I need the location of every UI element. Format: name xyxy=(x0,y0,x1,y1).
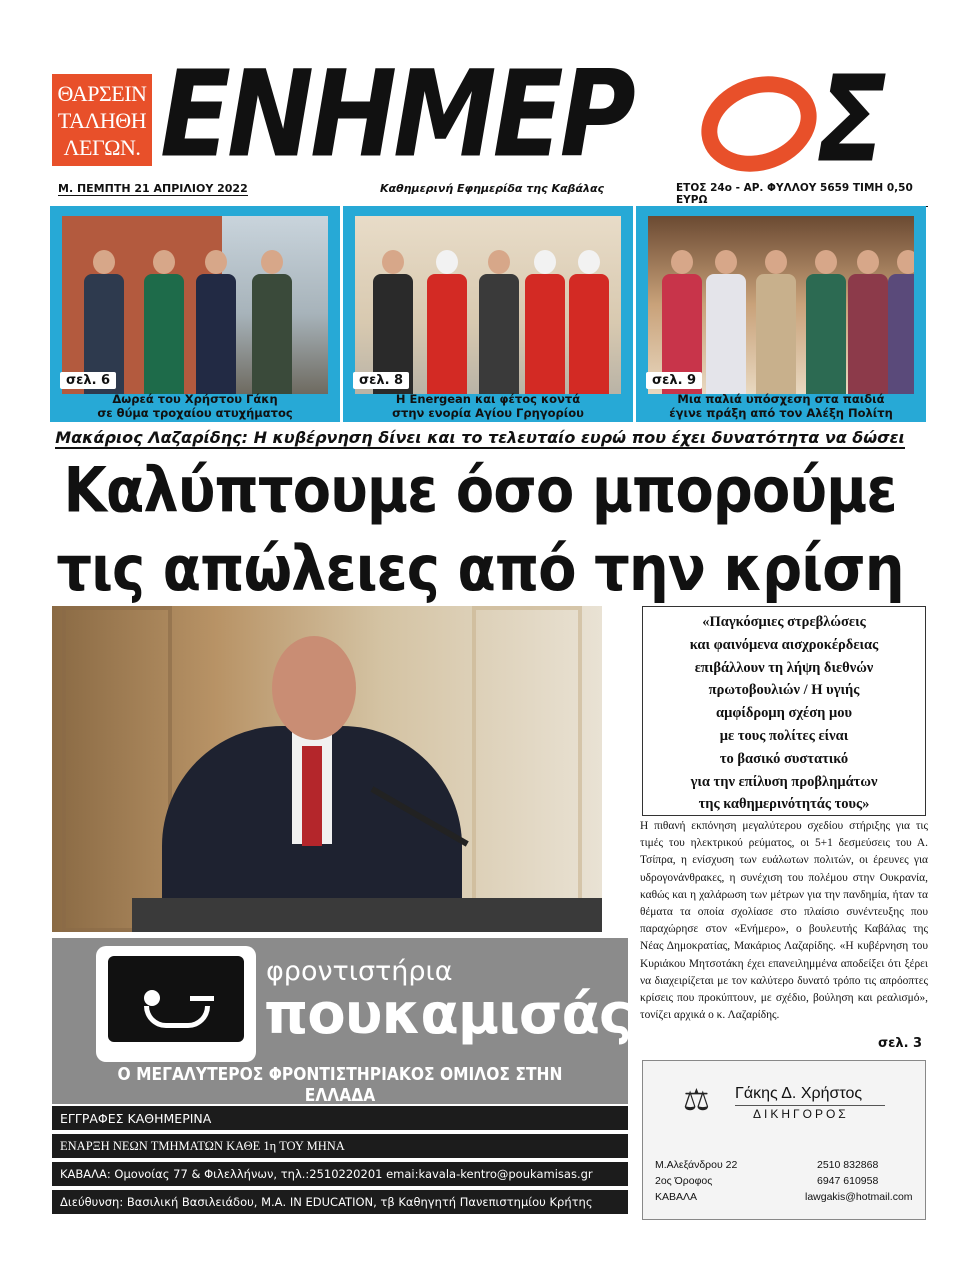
teaser-page: σελ. 8 xyxy=(353,372,409,389)
lawyer-role: ΔΙΚΗΓΟΡΟΣ xyxy=(753,1107,849,1121)
person-figure xyxy=(888,250,914,394)
card-email: lawgakis@hotmail.com xyxy=(805,1191,913,1203)
teaser-2[interactable] xyxy=(343,206,636,422)
person-figure xyxy=(144,250,184,394)
person-figure xyxy=(756,250,796,394)
ad-row: Διεύθυνση: Βασιλική Βασιλειάδου, Μ.Α. IN EDUCATION, τβ Καθηγητή Πανεπιστημίου Κρήτης xyxy=(52,1190,628,1214)
quote-line: «Παγκόσμιες στρεβλώσεις xyxy=(702,614,866,630)
quote-line: το βασικό συστατικό xyxy=(719,750,849,767)
masthead-title-end: Σ xyxy=(816,48,884,190)
person-figure xyxy=(196,250,236,394)
scales-of-justice-icon: ⚖ xyxy=(683,1084,710,1117)
ad-info-rows xyxy=(52,1106,628,1218)
person-figure xyxy=(525,250,565,394)
person-figure xyxy=(479,250,519,394)
slogan-line: ΤΑΛΗΘΗ xyxy=(57,108,147,133)
ad-row: ΕΝΑΡΞΗ ΝΕΩΝ ΤΜΗΜΑΤΩΝ ΚΑΘΕ 1η ΤΟΥ ΜΗΝΑ xyxy=(52,1134,628,1158)
teaser-page: σελ. 6 xyxy=(60,372,116,389)
caption-line: Μια παλιά υπόσχεση στα παιδιά xyxy=(677,392,885,406)
ad-tagline: Ο ΜΕΓΑΛΥΤΕΡΟΣ ΦΡΟΝΤΙΣΤΗΡΙΑΚΟΣ ΟΜΙΛΟΣ ΣΤΗΝ ΕΛΛΑΔΑ xyxy=(117,1064,563,1106)
main-headline[interactable] xyxy=(0,452,960,609)
lawyer-business-card xyxy=(642,1060,926,1220)
teaser-caption xyxy=(636,392,926,420)
ad-brand-small: φροντιστήρια xyxy=(266,956,453,987)
pull-quote xyxy=(642,606,926,816)
masthead-o-logo-icon xyxy=(688,61,830,188)
person-figure xyxy=(848,250,888,394)
issue-date: Μ. ΠΕΜΠΤΗ 21 ΑΠΡΙΛΙΟΥ 2022 xyxy=(58,182,248,195)
teaser-3[interactable] xyxy=(636,206,926,422)
card-city: ΚΑΒΑΛΑ xyxy=(655,1191,698,1203)
person-figure xyxy=(252,250,292,394)
article-page-ref[interactable]: σελ. 3 xyxy=(878,1036,923,1051)
teaser-photo xyxy=(355,216,621,394)
teaser-strip xyxy=(50,206,926,422)
masthead-title: ΕΝΗΜΕΡ xyxy=(160,43,632,185)
card-phone: 2510 832868 xyxy=(817,1159,879,1171)
person-figure xyxy=(569,250,609,394)
teaser-caption xyxy=(50,392,340,420)
caption-line: Η Energean και φέτος κοντά xyxy=(395,392,581,406)
slogan-line: ΛΕΓΩΝ. xyxy=(63,135,141,160)
main-photo xyxy=(52,606,602,932)
issue-info: ΕΤΟΣ 24ο - ΑΡ. ΦΥΛΛΟΥ 5659 ΤΙΜΗ 0,50 ΕΥΡΩ xyxy=(676,182,928,207)
paper-tagline: Καθημερινή Εφημερίδα της Καβάλας xyxy=(380,182,605,195)
headline-kicker xyxy=(0,428,960,447)
quote-line: για την επίλυση προβλημάτων xyxy=(690,773,878,790)
teaser-caption xyxy=(343,392,633,420)
article-body: Η πιθανή εκπόνηση μεγαλύτερου σχεδίου στήριξης για τις τιμές του ηλεκτρικού ρεύματος, οι 5+1 δεσμεύσεις του Α. Τσίπρα, η ενίσχυση των ευάλωτων πολιτών, οι έρευνες για υδρογονάνθρακες, η συνέχιση του πολέμου στην Ουκρανία, καθώς και η χαλάρωση των μέτρων για την πανδημία, ήταν τα θέματα τα οποία σχολίασε στο πλαίσιο συνέντευξης που παραχώρησε στον «Ενήμερο», ο βουλευτής Καβάλας της Νέας Δημοκρατίας, Μακάριος Λαζαρίδης. «Η κυβέρνηση του Κυριάκου Μητσοτάκη έχει επανειλημμένα αποδείξει ότι ξέρει να διαχειρίζεται με τον καλύτερο δυνατό τρόπο τις απρόοπτες κρίσεις που προκύπτουν, με σχέδιο, βούληση και ρεαλισμό», τονίζει αρχικά ο κ. Λαζαρίδης. xyxy=(640,820,928,1022)
teaser-photo xyxy=(62,216,328,394)
quote-line: της καθημερινότητάς τους» xyxy=(698,796,870,813)
caption-line: Δωρεά του Χρήστου Γάκη xyxy=(112,392,278,406)
quote-line: αμφίδρομη σχέση μου xyxy=(716,705,852,722)
caption-line: στην ενορία Αγίου Γρηγορίου xyxy=(392,406,584,420)
caption-line: έγινε πράξη από τον Αλέξη Πολίτη xyxy=(669,406,893,420)
ad-row: ΕΓΓΡΑΦΕΣ ΚΑΘΗΜΕΡΙΝΑ xyxy=(52,1106,628,1130)
ad-row: ΚΑΒΑΛΑ: Ομονοίας 77 & Φιλελλήνων, τηλ.:2510220201 emai:kavala-kentro@poukamisas.gr xyxy=(52,1162,628,1186)
card-floor: 2ος Όροφος xyxy=(655,1175,713,1187)
caption-line: σε θύμα τροχαίου ατυχήματος xyxy=(97,406,293,420)
masthead-slogan xyxy=(52,74,152,166)
person-figure xyxy=(806,250,846,394)
person-figure xyxy=(427,250,467,394)
quote-line: με τους πολίτες είναι xyxy=(719,727,849,744)
quote-line: και φαινόμενα αισχροκέρδειας xyxy=(689,636,879,653)
ad-brand-big: πουκαμισάς xyxy=(264,982,632,1047)
lawyer-name: Γάκης Δ. Χρήστος xyxy=(735,1085,863,1102)
teaser-1[interactable] xyxy=(50,206,343,422)
teaser-page: σελ. 9 xyxy=(646,372,702,389)
headline-line: τις απώλειες από την κρίση xyxy=(56,532,904,606)
wink-logo-icon xyxy=(96,946,256,1062)
person-figure xyxy=(706,250,746,394)
card-address: Μ.Αλεξάνδρου 22 xyxy=(655,1159,738,1171)
kicker-text: Μακάριος Λαζαρίδης: Η κυβέρνηση δίνει και το τελευταίο ευρώ που έχει δυνατότητα να δώσει xyxy=(55,428,905,447)
headline-line: Καλύπτουμε όσο μπορούμε xyxy=(63,454,897,528)
card-mobile: 6947 610958 xyxy=(817,1175,879,1187)
quote-line: επιβάλλουν τη λήψη διεθνών xyxy=(694,659,874,676)
slogan-line: ΘΑΡΣΕΙΝ xyxy=(57,81,147,106)
quote-line: πρωτοβουλιών / Η υγιής xyxy=(708,682,860,699)
teaser-photo xyxy=(648,216,914,394)
dateline xyxy=(52,180,928,206)
tutoring-ad[interactable] xyxy=(52,938,632,1106)
